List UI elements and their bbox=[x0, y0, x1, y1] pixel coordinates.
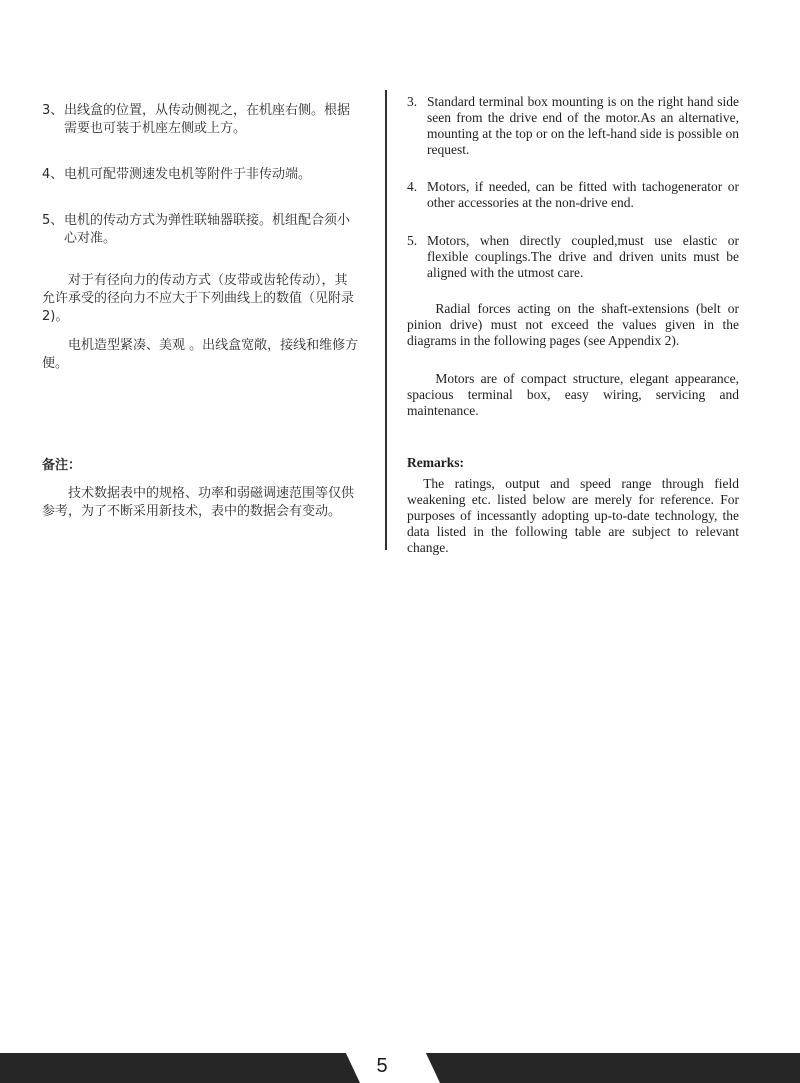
en-item-5-number: 5. bbox=[407, 233, 418, 248]
zh-item-5-number: 5、 bbox=[42, 213, 64, 228]
en-item-3-number: 3. bbox=[407, 94, 418, 109]
zh-item-3 bbox=[42, 102, 360, 138]
zh-item-4-text: 电机可配带测速发电机等附件于非传动端。 bbox=[64, 167, 312, 182]
english-column bbox=[407, 92, 739, 556]
en-item-3 bbox=[407, 94, 739, 158]
zh-remarks-heading: 备注： bbox=[42, 458, 82, 473]
zh-item-4-number: 4、 bbox=[42, 167, 64, 182]
en-item-4 bbox=[407, 179, 739, 211]
en-remarks-text: The ratings, output and speed range through field weakening etc. listed below are merely for reference. For purposes of incessantly adopting up-to-date technology, the data listed in the following table are subject to relevant change. bbox=[407, 476, 739, 555]
en-item-4-number: 4. bbox=[407, 179, 418, 194]
en-remarks-heading: Remarks: bbox=[407, 455, 464, 470]
en-item-5 bbox=[407, 233, 739, 281]
en-item-3-text: Standard terminal box mounting is on the right hand side seen from the drive end of the motor.As an alternative, mounting at the top or on the left-hand side is possible on request. bbox=[427, 94, 739, 157]
column-divider bbox=[385, 90, 387, 550]
en-item-4-text: Motors, if needed, can be fitted with tachogenerator or other accessories at the non-drive end. bbox=[427, 179, 739, 210]
en-item-5-text: Motors, when directly coupled,must use elastic or flexible couplings.The drive and driven units must be aligned with the utmost care. bbox=[427, 233, 739, 280]
page-number: 5 bbox=[376, 1055, 388, 1077]
chinese-column bbox=[42, 92, 360, 521]
zh-radial-force-paragraph: 对于有径向力的传动方式（皮带或齿轮传动），其允许承受的径向力不应大于下列曲线上的数值（见附录2)。 bbox=[42, 273, 355, 324]
zh-item-4 bbox=[42, 166, 360, 184]
zh-remarks-text: 技术数据表中的规格、功率和弱磁调速范围等仅供参考，为了不断采用新技术，表中的数据会有变动。 bbox=[42, 486, 355, 519]
zh-item-3-number: 3、 bbox=[42, 103, 64, 118]
zh-item-3-text: 出线盒的位置，从传动侧视之，在机座右侧。根据需要也可装于机座左侧或上方。 bbox=[64, 103, 351, 136]
zh-compact-paragraph: 电机造型紧凑、美观 。出线盒宽敞，接线和维修方便。 bbox=[42, 338, 359, 371]
en-radial-force-paragraph: Radial forces acting on the shaft-extensions (belt or pinion drive) must not exceed the values given in the diagrams in the following pages (see Appendix 2). bbox=[407, 301, 739, 348]
en-compact-paragraph: Motors are of compact structure, elegant appearance, spacious terminal box, easy wiring, servicing and maintenance. bbox=[407, 371, 739, 418]
zh-item-5-text: 电机的传动方式为弹性联轴器联接。机组配合须小心对准。 bbox=[64, 213, 351, 246]
zh-item-5 bbox=[42, 212, 360, 248]
